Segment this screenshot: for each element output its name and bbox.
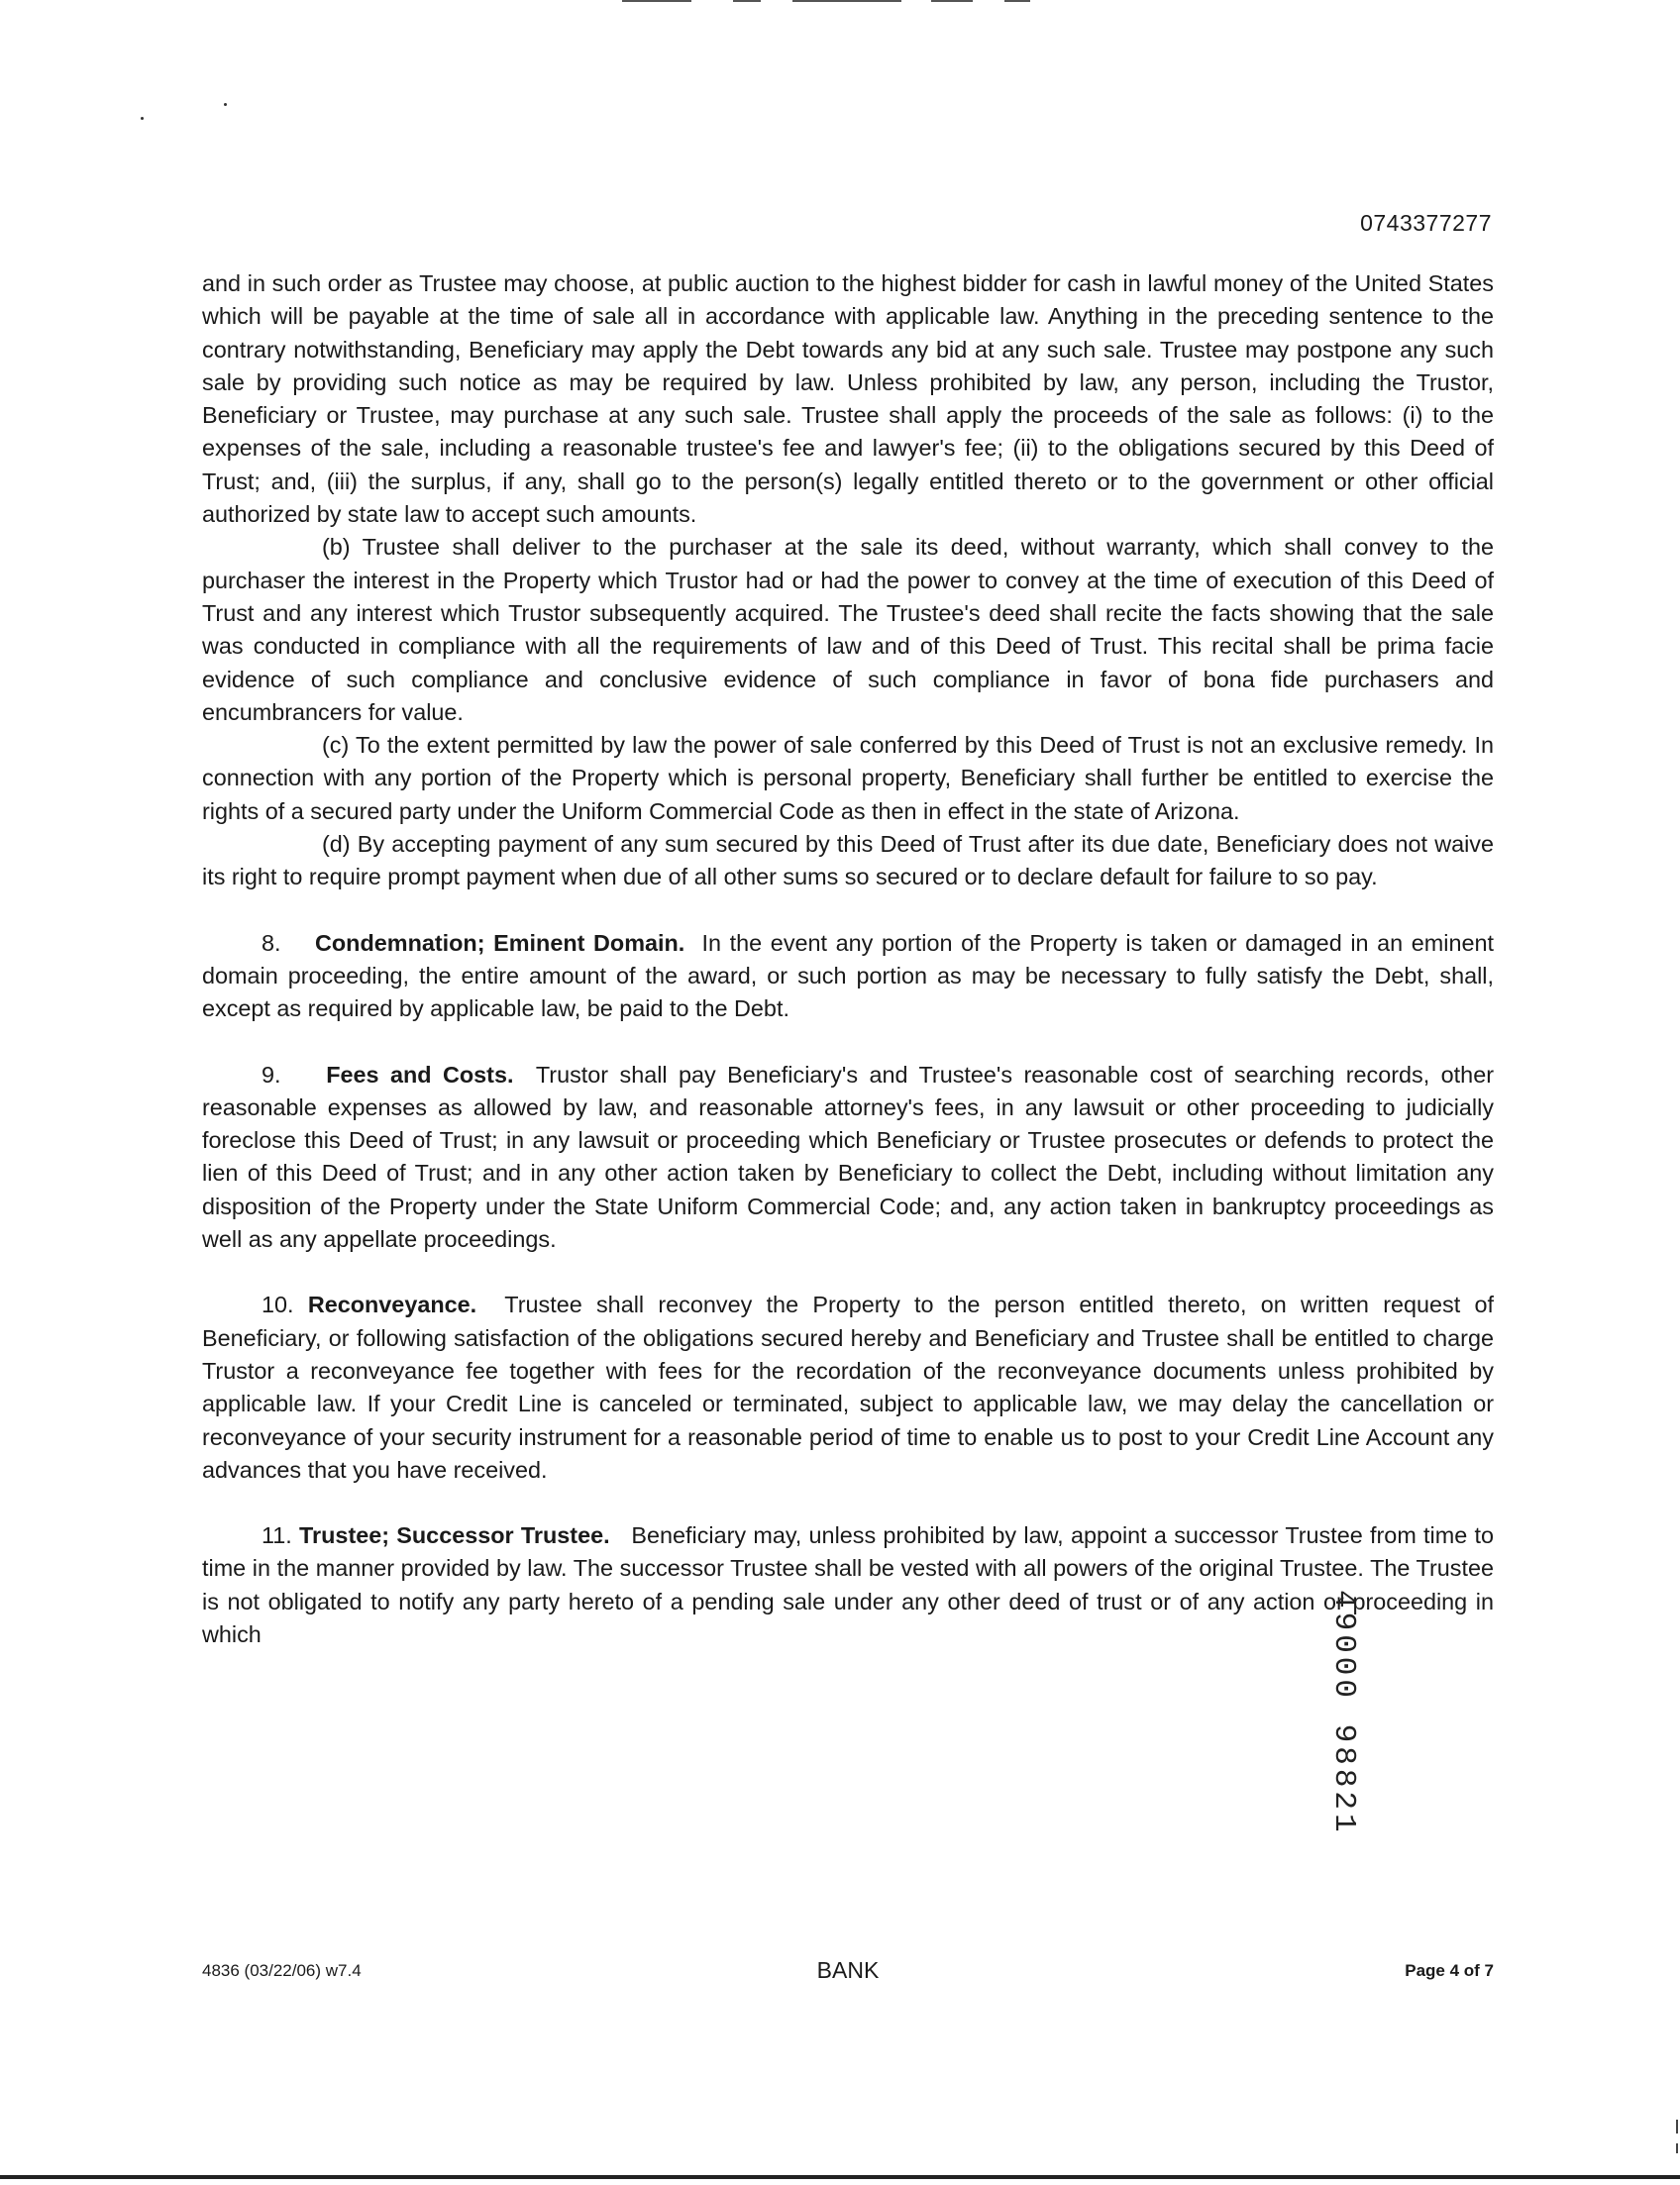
section-heading: Fees and Costs. [326, 1061, 514, 1088]
scan-edge-mark [1676, 2120, 1678, 2133]
section-text: Beneficiary may, unless prohibited by law, appoint a successor Trustee from time to time in the manner provided by law. The successor Trustee shall be vested with all powers of the original Trustee. The Trustee is not obligated to notify any party hereto of a pending sale under any other deed of trust or of any action or proceeding in which [202, 1522, 1495, 1647]
section-10 [202, 1289, 1494, 1487]
section-heading: Trustee; Successor Trustee. [299, 1522, 610, 1549]
paragraph-b: (b) Trustee shall deliver to the purchaser at the sale its deed, without warranty, which shall convey to the purchaser the interest in the Property which Trustor had or had the power to convey at the time of execution of this Deed of Trust and any interest which Trustor subsequently acquired. The Trustee's deed shall recite the facts showing that the sale was conducted in compliance with all the requirements of law and of this Deed of Trust. This recital shall be prima facie evidence of such compliance and conclusive evidence of such compliance in favor of bona fide purchasers and encumbrancers for value. [202, 534, 1494, 725]
paragraph-d: (d) By accepting payment of any sum secured by this Deed of Trust after its due date, Beneficiary does not waive its right to require prompt payment when due of all other sums so secured or to declare default for failure to so pay. [202, 831, 1494, 890]
section-number: 9. [262, 1061, 281, 1088]
section-text: In the event any portion of the Property is taken or damaged in an eminent domain proceeding, the entire amount of the award, or such portion as may be necessary to fully satisfy the Debt, shall, except as required by applicable law, be paid to the Debt. [202, 929, 1494, 1022]
scan-speck [141, 117, 144, 120]
paragraph-continuation: and in such order as Trustee may choose, at public auction to the highest bidder for cash in lawful money of the United States which will be payable at the time of sale all in accordance with applicable law. Anything in the preceding sentence to the contrary notwithstanding, Beneficiary may apply the Debt towards any bid at any such sale. Trustee may postpone any such sale by providing such notice as may be required by law. Unless prohibited by law, any person, including the Trustor, Beneficiary or Trustee, may purchase at any such sale. Trustee shall apply the proceeds of the sale as follows: (i) to the expenses of the sale, including a reasonable trustee's fee and lawyer's fee; (ii) to the obligations secured by this Deed of Trust; and, (iii) the surplus, if any, shall go to the person(s) legally entitled thereto or to the government or other official authorized by state law to accept such amounts. [202, 270, 1494, 528]
paragraph-c: (c) To the extent permitted by law the power of sale conferred by this Deed of Trust is not an exclusive remedy. In connection with any portion of the Property which is personal property, Beneficiary shall further be entitled to exercise the rights of a secured party under the Uniform Commercial Code as then in effect in the state of Arizona. [202, 732, 1494, 824]
section-text: Trustee shall reconvey the Property to the person entitled thereto, on written request of Beneficiary, or following satisfaction of the obligations secured hereby and Beneficiary and Trustee shall be entitled to charge Trustor a reconveyance fee together with fees for the recordation of the reconveyance documents unless prohibited by applicable law. If your Credit Line is canceled or terminated, subject to applicable law, we may delay the cancellation or reconveyance of your security instrument for a reasonable period of time to enable us to post to your Credit Line Account any advances that you have received. [202, 1292, 1494, 1483]
section-8 [202, 927, 1494, 1026]
section-number: 8. [262, 929, 281, 956]
section-number: 11. [262, 1522, 292, 1549]
page-footer [202, 1957, 1494, 1987]
document-number: 0743377277 [1360, 210, 1492, 236]
top-scan-mark [622, 0, 1048, 3]
form-code: 4836 (03/22/06) w7.4 [202, 1961, 362, 1980]
section-number: 10. [262, 1292, 294, 1318]
scan-speck [224, 103, 227, 106]
section-9 [202, 1059, 1494, 1257]
section-heading: Condemnation; Eminent Domain. [315, 929, 685, 956]
page-number: Page 4 of 7 [1405, 1961, 1494, 1980]
scan-bottom-edge [0, 2175, 1680, 2179]
document-body [202, 267, 1494, 1651]
margin-recording-stamp: 49000 98821 [1326, 1590, 1361, 1836]
section-heading: Reconveyance. [307, 1292, 477, 1318]
section-11 [202, 1519, 1494, 1651]
scan-edge-mark [1676, 2143, 1678, 2153]
footer-bank-label: BANK [816, 1957, 880, 1983]
section-text: Trustor shall pay Beneficiary's and Trustee's reasonable cost of searching records, other reasonable expenses as allowed by law, and reasonable attorney's fees, in any lawsuit or other proceeding to judicially foreclose this Deed of Trust; in any lawsuit or proceeding which Beneficiary or Trustee prosecutes or defends to protect the lien of this Deed of Trust; and in any other action taken by Beneficiary to collect the Debt, including without limitation any disposition of the Property under the State Uniform Commercial Code; and, any action taken in bankruptcy proceedings as well as any appellate proceedings. [202, 1061, 1494, 1253]
